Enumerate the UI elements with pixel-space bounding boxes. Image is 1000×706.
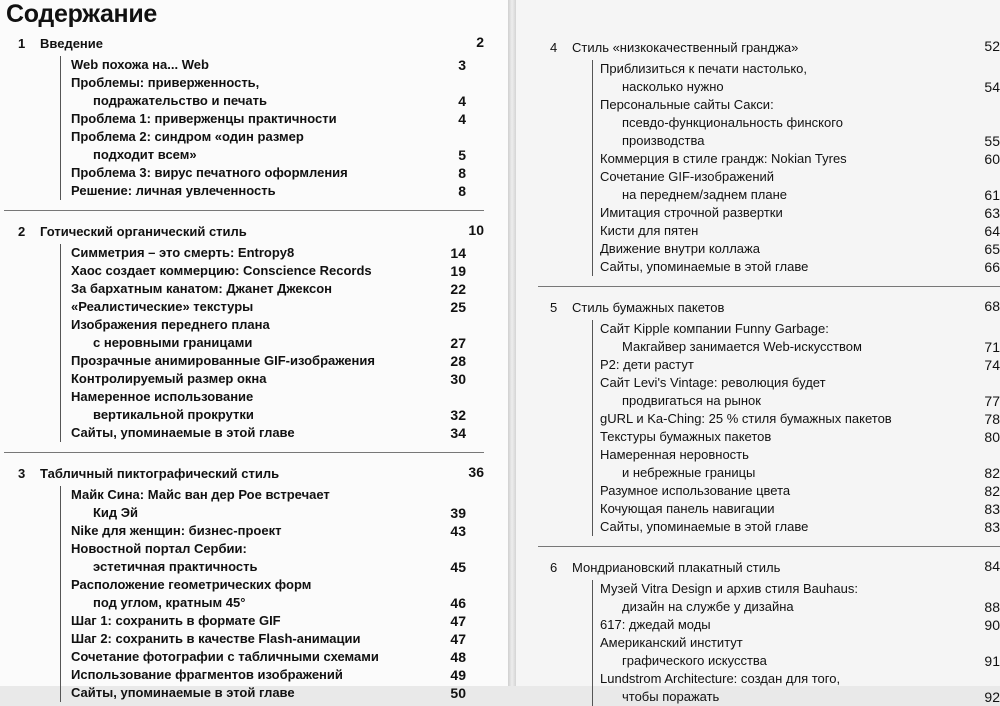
toc-entry[interactable]: [61, 388, 490, 424]
entry-page-number: 28: [450, 353, 466, 369]
toc-entry[interactable]: [61, 522, 490, 540]
toc-entry[interactable]: [593, 374, 1000, 410]
toc-entry[interactable]: [61, 630, 490, 648]
section-list: [592, 60, 1000, 276]
entry-title: Кисти для пятен: [600, 223, 699, 238]
entry-title: Шаг 1: сохранить в формате GIF: [71, 613, 281, 628]
entry-page-number: 90: [984, 617, 1000, 633]
entry-page-number: 82: [984, 483, 1000, 499]
toc-entry[interactable]: [61, 110, 490, 128]
toc-entry[interactable]: [61, 370, 490, 388]
chapter-heading: [516, 298, 1000, 316]
section-list: [592, 580, 1000, 706]
chapter-block: [516, 558, 1000, 706]
toc-entry[interactable]: [61, 164, 490, 182]
entry-title-continued: графического искусства: [622, 653, 767, 668]
entry-page-number: 14: [450, 245, 466, 261]
toc-entry[interactable]: [593, 258, 1000, 276]
toc-entry[interactable]: [593, 96, 1000, 150]
entry-title: Сайты, упоминаемые в этой главе: [600, 519, 809, 534]
entry-page-number: 47: [450, 613, 466, 629]
entry-title: Прозрачные анимированные GIF-изображения: [71, 353, 375, 368]
entry-title: Кочующая панель навигации: [600, 501, 775, 516]
chapter-number: 4: [550, 40, 558, 55]
chapter-title: Стиль «низкокачественный гранджа»: [572, 40, 799, 55]
chapter-block: [0, 464, 508, 702]
entry-title: Намеренное использование: [71, 389, 254, 404]
toc-entry[interactable]: [593, 204, 1000, 222]
entry-title: Использование фрагментов изображений: [71, 667, 343, 682]
entry-page-number: 8: [458, 183, 466, 199]
entry-page-number: 32: [450, 407, 466, 423]
entry-page-number: 82: [984, 465, 1000, 481]
entry-title-continued: с неровными границами: [93, 335, 253, 350]
chapter-page-number: 36: [468, 464, 484, 480]
toc-entry[interactable]: [593, 150, 1000, 168]
chapter-block: [0, 34, 508, 200]
entry-title: Шаг 2: сохранить в качестве Flash-анимации: [71, 631, 361, 646]
toc-entry[interactable]: [61, 280, 490, 298]
toc-entry[interactable]: [61, 182, 490, 200]
toc-entry[interactable]: [61, 424, 490, 442]
entry-page-number: 47: [450, 631, 466, 647]
chapter-page-number: 2: [476, 34, 484, 50]
toc-entry[interactable]: [61, 352, 490, 370]
entry-page-number: 22: [450, 281, 466, 297]
entry-title: Контролируемый размер окна: [71, 371, 267, 386]
chapter-title: Стиль бумажных пакетов: [572, 300, 725, 315]
entry-title: Lundstrom Architecture: создан для того,: [600, 671, 841, 686]
entry-page-number: 27: [450, 335, 466, 351]
entry-title-continued: продвигаться на рынок: [622, 393, 761, 408]
entry-title: Разумное использование цвета: [600, 483, 791, 498]
entry-title: Сайты, упоминаемые в этой главе: [71, 425, 295, 440]
section-list: [60, 486, 490, 702]
entry-title: P2: дети растут: [600, 357, 694, 372]
entry-title: Намеренная неровность: [600, 447, 749, 462]
chapter-divider: [4, 452, 484, 453]
entry-page-number: 65: [984, 241, 1000, 257]
chapter-block: [0, 222, 508, 442]
entry-title: Сайт Kipple компании Funny Garbage:: [600, 321, 829, 336]
toc-entry[interactable]: [593, 500, 1000, 518]
entry-title-continued: дизайн на службе у дизайна: [622, 599, 794, 614]
toc-right-column: [516, 38, 1000, 706]
entry-title: Изображения переднего плана: [71, 317, 270, 332]
chapter-heading: [516, 38, 1000, 56]
chapter-title: Готический органический стиль: [40, 224, 247, 239]
entry-page-number: 54: [984, 79, 1000, 95]
chapter-heading: [0, 222, 508, 240]
entry-page-number: 88: [984, 599, 1000, 615]
entry-page-number: 64: [984, 223, 1000, 239]
entry-title: Приблизиться к печати настолько,: [600, 61, 808, 76]
entry-page-number: 19: [450, 263, 466, 279]
entry-title: Майк Сина: Майс ван дер Рое встречает: [71, 487, 330, 502]
section-list: [60, 244, 490, 442]
entry-page-number: 74: [984, 357, 1000, 373]
toc-entry[interactable]: [593, 616, 1000, 634]
entry-title-continued: псевдо-функциональность финского: [622, 115, 843, 130]
entry-page-number: 39: [450, 505, 466, 521]
toc-entry[interactable]: [61, 612, 490, 630]
entry-page-number: 92: [984, 689, 1000, 705]
chapter-block: [516, 38, 1000, 276]
entry-title: gURL и Ka-Ching: 25 % стиля бумажных пакетов: [600, 411, 892, 426]
toc-entry[interactable]: [61, 666, 490, 684]
entry-page-number: 4: [458, 93, 466, 109]
toc-entry[interactable]: [61, 648, 490, 666]
entry-page-number: 91: [984, 653, 1000, 669]
chapter-number: 2: [18, 224, 26, 239]
entry-title: Nike для женщин: бизнес-проект: [71, 523, 282, 538]
entry-title: Персональные сайты Сакси:: [600, 97, 774, 112]
entry-title: Симметрия – это смерть: Entropy8: [71, 245, 295, 260]
entry-page-number: 30: [450, 371, 466, 387]
entry-title-continued: производства: [622, 133, 705, 148]
entry-page-number: 55: [984, 133, 1000, 149]
section-list: [592, 320, 1000, 536]
toc-entry[interactable]: [61, 128, 490, 164]
chapter-heading: [516, 558, 1000, 576]
chapter-number: 3: [18, 466, 26, 481]
entry-title-continued: насколько нужно: [622, 79, 724, 94]
entry-page-number: 46: [450, 595, 466, 611]
entry-title-continued: и небрежные границы: [622, 465, 756, 480]
chapter-page-number: 84: [984, 558, 1000, 574]
toc-entry[interactable]: [593, 60, 1000, 96]
chapter-title: Введение: [40, 36, 103, 51]
toc-entry[interactable]: [593, 222, 1000, 240]
entry-title: Web похожа на... Web: [71, 57, 209, 72]
entry-page-number: 8: [458, 165, 466, 181]
entry-title: Текстуры бумажных пакетов: [600, 429, 772, 444]
entry-title: Сайт Levi's Vintage: революция будет: [600, 375, 826, 390]
entry-page-number: 45: [450, 559, 466, 575]
entry-page-number: 61: [984, 187, 1000, 203]
entry-title: Сочетание GIF-изображений: [600, 169, 775, 184]
book-gutter: [508, 0, 516, 686]
toc-entry[interactable]: [61, 244, 490, 262]
toc-entry[interactable]: [593, 168, 1000, 204]
entry-title-continued: вертикальной прокрутки: [93, 407, 254, 422]
toc-entry[interactable]: [593, 482, 1000, 500]
entry-page-number: 34: [450, 425, 466, 441]
toc-entry[interactable]: [61, 56, 490, 74]
chapter-heading: [0, 464, 508, 482]
entry-page-number: 80: [984, 429, 1000, 445]
chapter-number: 6: [550, 560, 558, 575]
entry-title: Сайты, упоминаемые в этой главе: [71, 685, 295, 700]
chapter-divider: [538, 286, 1000, 287]
entry-page-number: 78: [984, 411, 1000, 427]
entry-page-number: 83: [984, 519, 1000, 535]
toc-entry[interactable]: [61, 684, 490, 702]
toc-entry[interactable]: [61, 262, 490, 280]
chapter-divider: [538, 546, 1000, 547]
toc-entry[interactable]: [61, 576, 490, 612]
toc-entry[interactable]: [61, 540, 490, 576]
entry-page-number: 77: [984, 393, 1000, 409]
entry-page-number: 60: [984, 151, 1000, 167]
entry-title: Проблема 2: синдром «один размер: [71, 129, 304, 144]
toc-entry[interactable]: [61, 298, 490, 316]
entry-title: Коммерция в стиле грандж: Nokian Tyres: [600, 151, 847, 166]
entry-page-number: 43: [450, 523, 466, 539]
entry-title-continued: чтобы поражать: [622, 689, 720, 704]
entry-title-continued: подходит всем»: [93, 147, 197, 162]
entry-title: Решение: личная увлеченность: [71, 183, 276, 198]
entry-title: Движение внутри коллажа: [600, 241, 760, 256]
entry-title: Расположение геометрических форм: [71, 577, 312, 592]
chapter-page-number: 68: [984, 298, 1000, 314]
toc-entry[interactable]: [61, 486, 490, 522]
toc-entry[interactable]: [593, 320, 1000, 356]
toc-entry[interactable]: [593, 240, 1000, 258]
toc-entry[interactable]: [593, 356, 1000, 374]
entry-page-number: 63: [984, 205, 1000, 221]
toc-entry[interactable]: [593, 670, 1000, 706]
entry-page-number: 48: [450, 649, 466, 665]
entry-title: Сочетание фотографии с табличными схемами: [71, 649, 379, 664]
toc-entry[interactable]: [593, 580, 1000, 616]
section-list: [60, 56, 490, 200]
toc-entry[interactable]: [593, 428, 1000, 446]
entry-title-continued: эстетичная практичность: [93, 559, 258, 574]
entry-title: Имитация строчной развертки: [600, 205, 783, 220]
entry-title: Проблемы: приверженность,: [71, 75, 260, 90]
entry-title: Проблема 1: приверженцы практичности: [71, 111, 337, 126]
entry-page-number: 4: [458, 111, 466, 127]
chapter-title: Мондриановский плакатный стиль: [572, 560, 781, 575]
entry-page-number: 25: [450, 299, 466, 315]
toc-entry[interactable]: [593, 518, 1000, 536]
entry-title-continued: Кид Эй: [93, 505, 139, 520]
entry-page-number: 3: [458, 57, 466, 73]
entry-page-number: 5: [458, 147, 466, 163]
toc-left-column: [0, 34, 508, 702]
chapter-heading: [0, 34, 508, 52]
toc-entry[interactable]: [593, 410, 1000, 428]
entry-page-number: 71: [984, 339, 1000, 355]
right-page: [516, 0, 1000, 705]
entry-page-number: 83: [984, 501, 1000, 517]
toc-entry[interactable]: [593, 634, 1000, 670]
entry-title: Американский институт: [600, 635, 743, 650]
entry-page-number: 50: [450, 685, 466, 701]
entry-title: Проблема 3: вирус печатного оформления: [71, 165, 348, 180]
toc-entry[interactable]: [593, 446, 1000, 482]
entry-title-continued: Макгайвер занимается Web-искусством: [622, 339, 862, 354]
chapter-number: 5: [550, 300, 558, 315]
entry-title: 617: джедай моды: [600, 617, 711, 632]
toc-entry[interactable]: [61, 316, 490, 352]
toc-heading: Содержание: [6, 0, 158, 28]
entry-page-number: 66: [984, 259, 1000, 275]
chapter-page-number: 52: [984, 38, 1000, 54]
chapter-page-number: 10: [468, 222, 484, 238]
entry-title: Сайты, упоминаемые в этой главе: [600, 259, 809, 274]
entry-title: «Реалистические» текстуры: [71, 299, 254, 314]
chapter-divider: [4, 210, 484, 211]
chapter-number: 1: [18, 36, 26, 51]
entry-page-number: 49: [450, 667, 466, 683]
entry-title-continued: под углом, кратным 45°: [93, 595, 246, 610]
chapter-title: Табличный пиктографический стиль: [40, 466, 280, 481]
chapter-block: [516, 298, 1000, 536]
entry-title: Музей Vitra Design и архив стиля Bauhaus:: [600, 581, 858, 596]
entry-title-continued: на переднем/заднем плане: [622, 187, 788, 202]
entry-title: За бархатным канатом: Джанет Джексон: [71, 281, 333, 296]
entry-title: Хаос создает коммерцию: Conscience Records: [71, 263, 372, 278]
entry-title-continued: подражательство и печать: [93, 93, 267, 108]
entry-title: Новостной портал Сербии:: [71, 541, 247, 556]
toc-entry[interactable]: [61, 74, 490, 110]
